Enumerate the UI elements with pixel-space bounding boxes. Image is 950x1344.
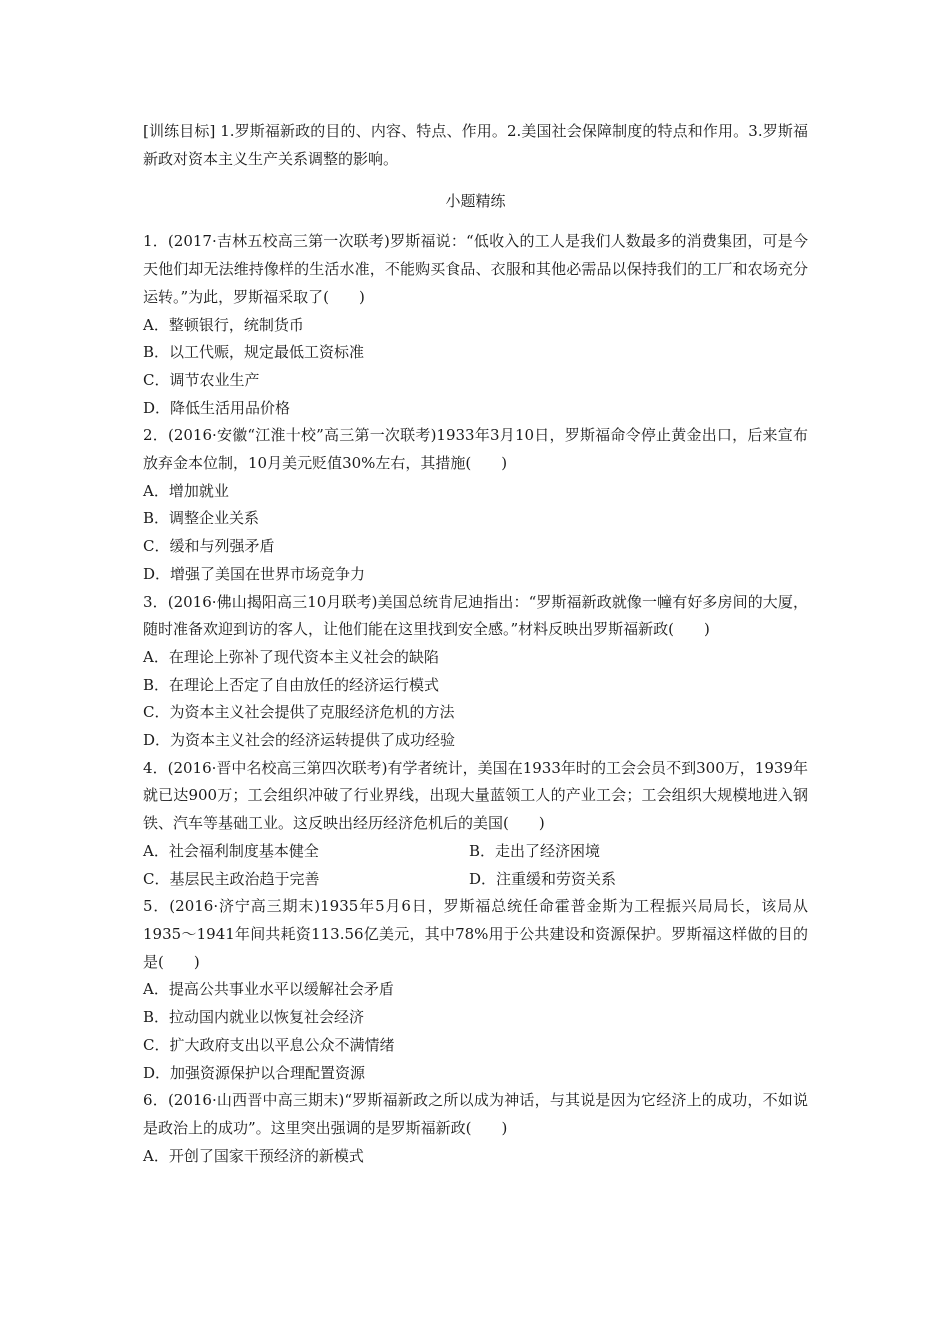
question-stem: 5．(2016·济宁高三期末)1935年5月6日，罗斯福总统任命霍普金斯为工程振兴局局长，该局从1935～1941年间共耗资113.56亿美元，其中78%用于公共建设和资源保护。罗斯福这样做的目的是( ) xyxy=(143,897,808,971)
question-1 xyxy=(143,228,808,422)
option-d: D．降低生活用品价格 xyxy=(143,398,291,417)
question-4 xyxy=(143,755,808,894)
option-a: A．整顿银行，统制货币 xyxy=(143,315,304,334)
option-b: B．在理论上否定了自由放任的经济运行模式 xyxy=(143,675,440,694)
option-a: A．在理论上弥补了现代资本主义社会的缺陷 xyxy=(143,647,439,666)
option-d: D．为资本主义社会的经济运转提供了成功经验 xyxy=(143,731,456,750)
option-c: C．调节农业生产 xyxy=(143,370,260,389)
option-c: C．缓和与列强矛盾 xyxy=(143,537,275,556)
question-6 xyxy=(143,1087,808,1170)
question-stem: 2．(2016·安徽“江淮十校”高三第一次联考)1933年3月10日，罗斯福命令停止黄金出口，后来宣布放弃金本位制，10月美元贬值30%左右，其措施( ) xyxy=(143,426,808,473)
question-stem: 6．(2016·山西晋中高三期末)“罗斯福新政之所以成为神话，与其说是因为它经济上的成功，不如说是政治上的成功”。这里突出强调的是罗斯福新政( ) xyxy=(143,1091,808,1137)
option-d: D．注重缓和劳资关系 xyxy=(469,869,617,888)
option-a: A．开创了国家干预经济的新模式 xyxy=(143,1146,364,1165)
question-stem: 1．(2017·吉林五校高三第一次联考)罗斯福说：“低收入的工人是我们人数最多的消费集团，可是今天他们却无法维持像样的生活水准，不能购买食品、衣服和其他必需品以保持我们的工厂和农场充分运转。”为此，罗斯福采取了( ) xyxy=(143,232,808,306)
question-stem: 3．(2016·佛山揭阳高三10月联考)美国总统肯尼迪指出：“罗斯福新政就像一幢有好多房间的大厦，随时准备欢迎到访的客人，让他们能在这里找到安全感。”材料反映出罗斯福新政( ) xyxy=(143,592,808,639)
option-c: C．基层民主政治趋于完善 xyxy=(143,869,320,888)
question-5 xyxy=(143,893,808,1087)
option-b: B．调整企业关系 xyxy=(143,509,260,528)
option-b: B．拉动国内就业以恢复社会经济 xyxy=(143,1008,365,1027)
training-goals: [训练目标] 1.罗斯福新政的目的、内容、特点、作用。2.美国社会保障制度的特点和作用。3.罗斯福新政对资本主义生产关系调整的影响。 xyxy=(143,122,808,168)
option-row xyxy=(143,838,808,866)
option-a: A．提高公共事业水平以缓解社会矛盾 xyxy=(143,980,394,999)
question-stem: 4．(2016·晋中名校高三第四次联考)有学者统计，美国在1933年时的工会会员不到300万，1939年就已达900万；工会组织冲破了行业界线，出现大量蓝领工人的产业工会；工会组织大规模地进入钢铁、汽车等基础工业。这反映出经历经济危机后的美国( ) xyxy=(143,758,808,833)
option-a: A．社会福利制度基本健全 xyxy=(143,841,319,860)
option-b: B．以工代赈，规定最低工资标准 xyxy=(143,343,365,362)
option-c: C．扩大政府支出以平息公众不满情绪 xyxy=(143,1035,395,1054)
document-content xyxy=(143,118,808,1170)
option-a: A．增加就业 xyxy=(143,481,229,500)
option-c: C．为资本主义社会提供了克服经济危机的方法 xyxy=(143,703,455,722)
option-d: D．加强资源保护以合理配置资源 xyxy=(143,1063,366,1082)
option-row xyxy=(143,866,808,894)
section-title: 小题精练 xyxy=(445,192,506,211)
option-b: B．走出了经济困境 xyxy=(469,841,601,860)
question-2 xyxy=(143,422,808,588)
question-3 xyxy=(143,589,808,755)
option-d: D．增强了美国在世界市场竞争力 xyxy=(143,564,366,583)
